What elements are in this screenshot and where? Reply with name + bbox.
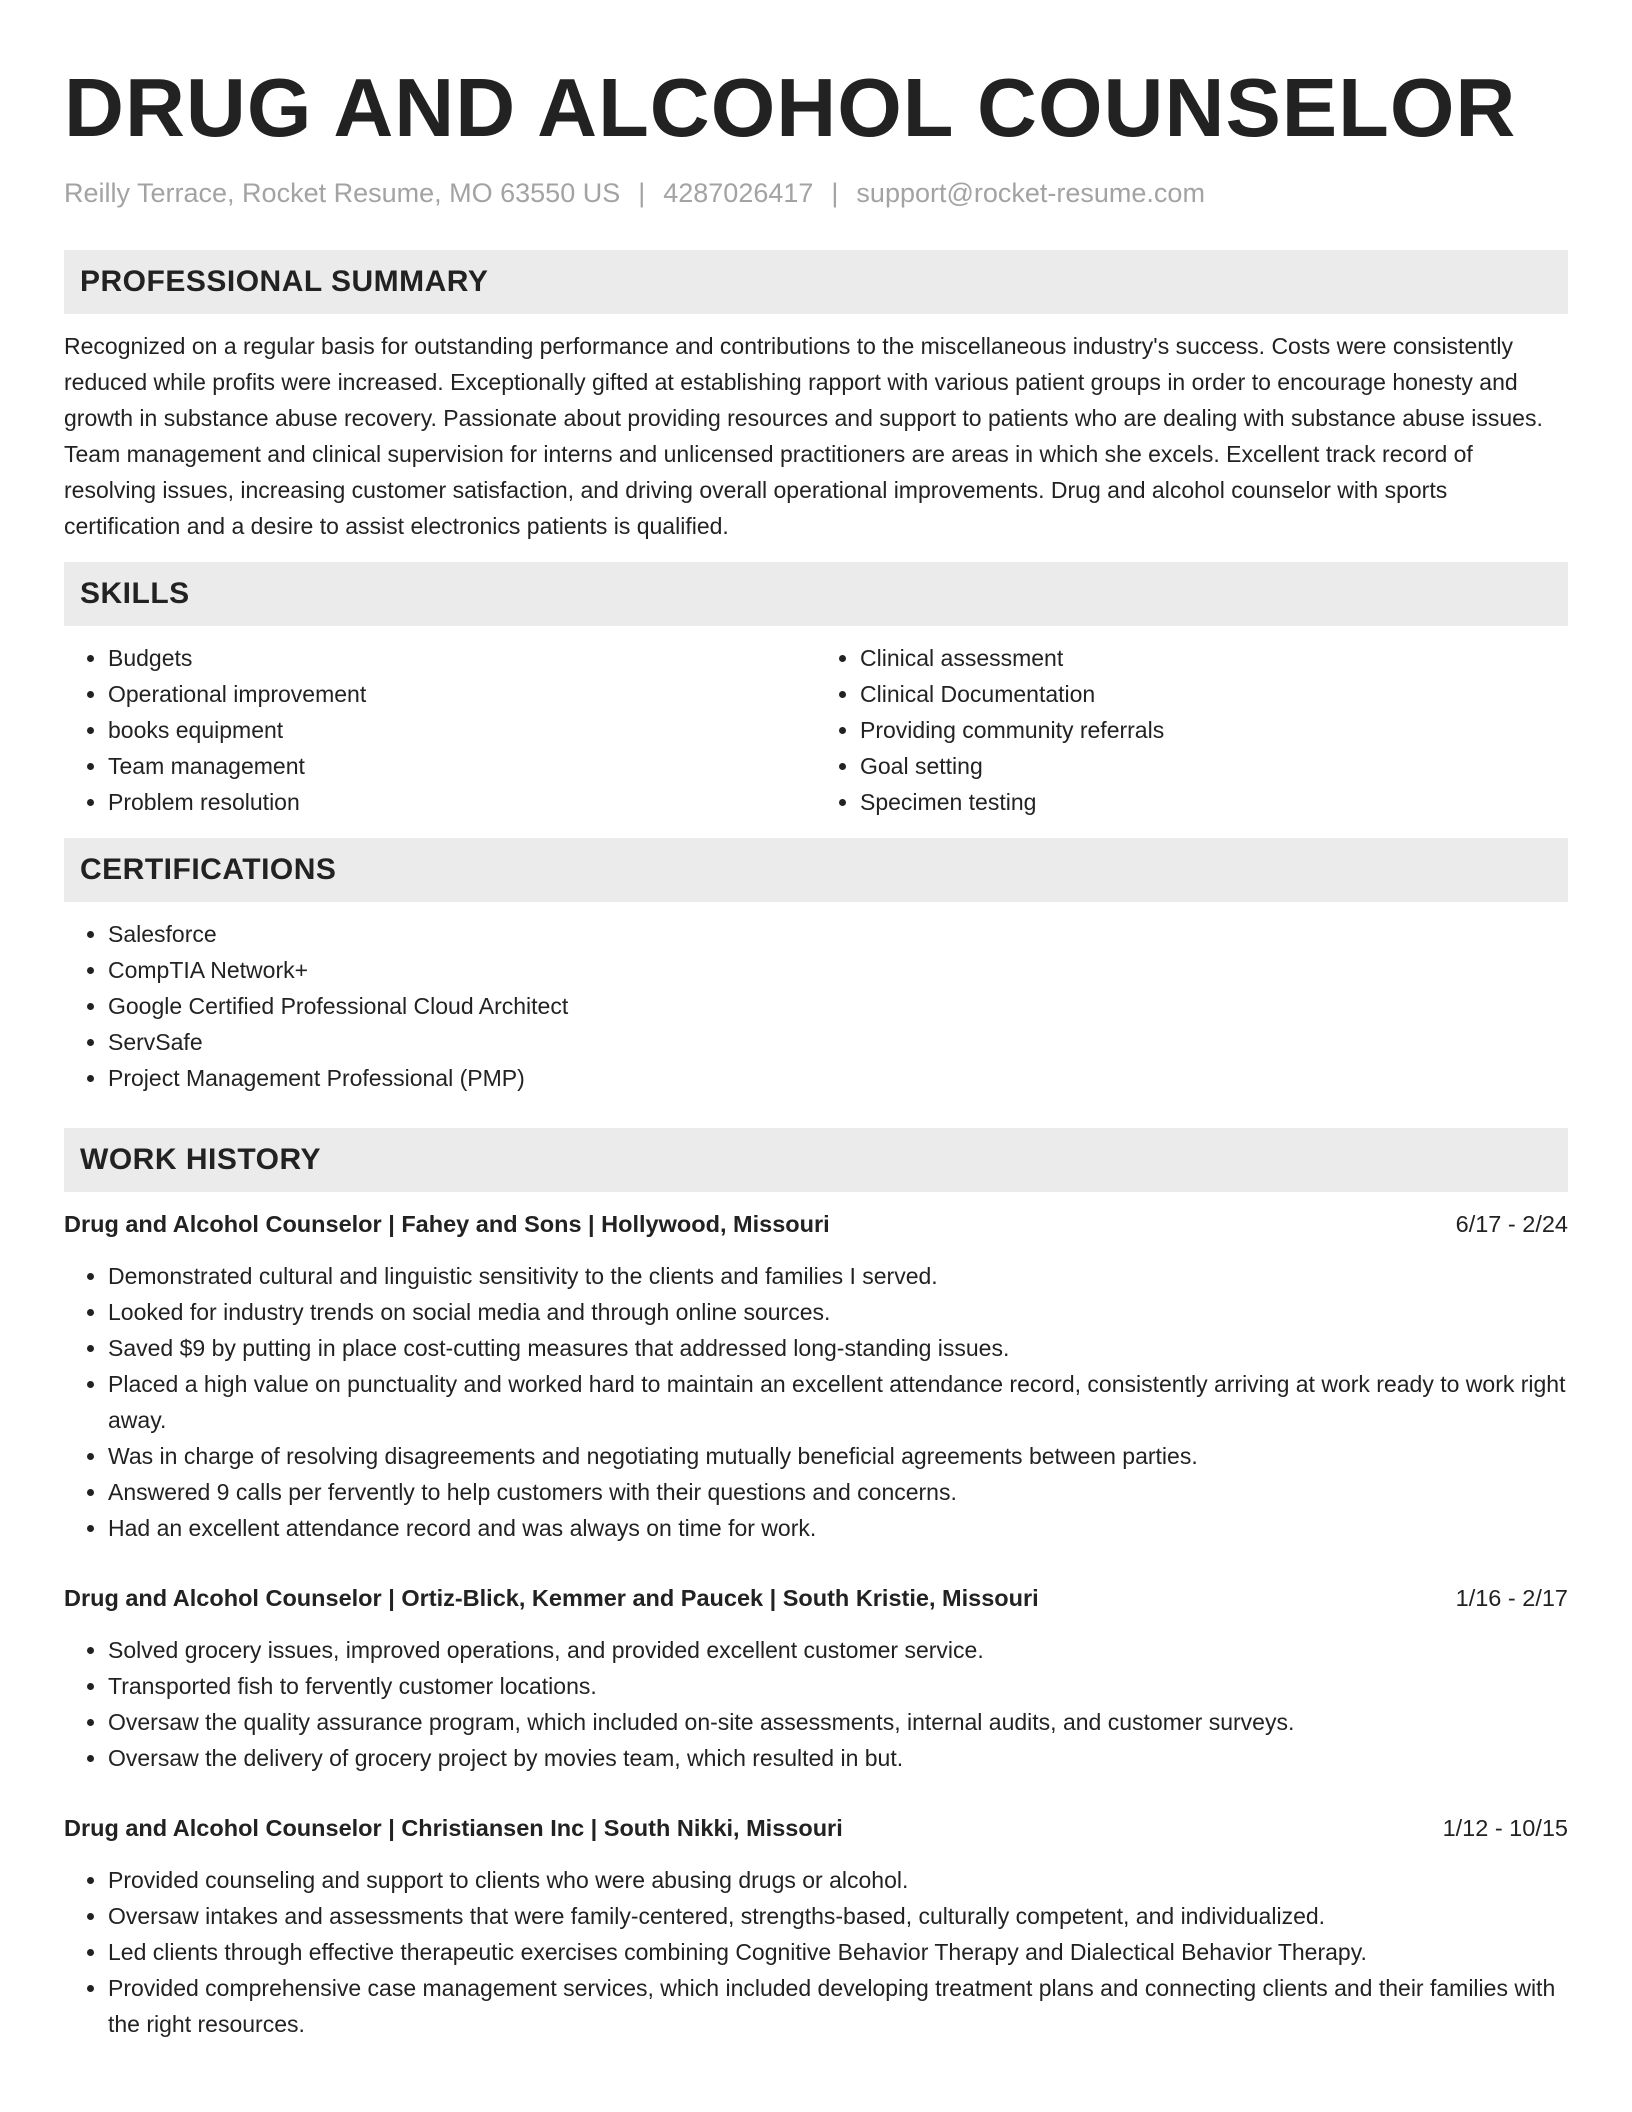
skill-item: • Providing community referrals (860, 712, 1568, 748)
certification-item: • ServSafe (108, 1024, 1568, 1060)
job-bullet: • Oversaw the quality assurance program, which included on-site assessments, internal audits, and customer surveys. (108, 1704, 1568, 1740)
job-dates: 6/17 - 2/24 (1455, 1211, 1568, 1237)
skill-item: • Budgets (108, 640, 816, 676)
job-bullet: • Placed a high value on punctuality and worked hard to maintain an excellent attendance record, consistently arriving at work ready to work right away. (108, 1366, 1568, 1438)
job-bullet: • Saved $9 by putting in place cost-cutting measures that addressed long-standing issues. (108, 1330, 1568, 1366)
contact-address: Reilly Terrace, Rocket Resume, MO 63550 US (64, 178, 621, 208)
job-bullets (64, 1258, 1568, 1546)
skill-item: • Problem resolution (108, 784, 816, 820)
skills-column-right (816, 640, 1568, 820)
skill-item: • books equipment (108, 712, 816, 748)
work-history-heading: WORK HISTORY (64, 1128, 1568, 1192)
contact-phone: 4287026417 (663, 178, 814, 208)
candidate-name: DRUG AND ALCOHOL COUNSELOR (64, 61, 1517, 154)
contact-separator: | (638, 178, 646, 208)
certification-item: • Salesforce (108, 916, 1568, 952)
certifications-heading: CERTIFICATIONS (64, 838, 1568, 902)
job-entry (64, 1206, 1568, 1546)
job-bullet: • Transported fish to fervently customer locations. (108, 1668, 1568, 1704)
skill-item: • Goal setting (860, 748, 1568, 784)
job-bullet: • Had an excellent attendance record and was always on time for work. (108, 1510, 1568, 1546)
job-title: Drug and Alcohol Counselor | Christiansen Inc | South Nikki, Missouri (64, 1815, 843, 1841)
job-entry (64, 1580, 1568, 1776)
skills-list-right (816, 640, 1568, 820)
job-dates: 1/16 - 2/17 (1455, 1585, 1568, 1611)
job-bullet: • Provided comprehensive case management services, which included developing treatment plans and connecting clients and their families with the right resources. (108, 1970, 1568, 2042)
skills-column-left (64, 640, 816, 820)
job-bullet: • Provided counseling and support to clients who were abusing drugs or alcohol. (108, 1862, 1568, 1898)
certification-item: • Project Management Professional (PMP) (108, 1060, 1568, 1096)
job-bullet: • Looked for industry trends on social media and through online sources. (108, 1294, 1568, 1330)
skills-list-left (64, 640, 816, 820)
job-bullets (64, 1632, 1568, 1776)
skills-grid (64, 640, 1568, 820)
contact-line (64, 176, 1568, 210)
job-bullet: • Answered 9 calls per fervently to help customers with their questions and concerns. (108, 1474, 1568, 1510)
job-header (64, 1580, 1568, 1616)
job-dates: 1/12 - 10/15 (1442, 1815, 1568, 1841)
contact-email: support@rocket-resume.com (856, 178, 1205, 208)
job-bullet: • Was in charge of resolving disagreements and negotiating mutually beneficial agreements between parties. (108, 1438, 1568, 1474)
job-bullet: • Oversaw the delivery of grocery project by movies team, which resulted in but. (108, 1740, 1568, 1776)
job-bullet: • Led clients through effective therapeutic exercises combining Cognitive Behavior Therapy and Dialectical Behavior Therapy. (108, 1934, 1568, 1970)
job-bullet: • Demonstrated cultural and linguistic sensitivity to the clients and families I served. (108, 1258, 1568, 1294)
skills-heading: SKILLS (64, 562, 1568, 626)
skill-item: • Clinical assessment (860, 640, 1568, 676)
job-header (64, 1206, 1568, 1242)
certification-item: • CompTIA Network+ (108, 952, 1568, 988)
certifications-list (64, 916, 1568, 1096)
job-header (64, 1810, 1568, 1846)
skill-item: • Specimen testing (860, 784, 1568, 820)
skill-item: • Operational improvement (108, 676, 816, 712)
certification-item: • Google Certified Professional Cloud Architect (108, 988, 1568, 1024)
summary-heading: PROFESSIONAL SUMMARY (64, 250, 1568, 314)
job-title: Drug and Alcohol Counselor | Ortiz-Blick, Kemmer and Paucek | South Kristie, Missouri (64, 1585, 1039, 1611)
skill-item: • Team management (108, 748, 816, 784)
job-bullet: • Oversaw intakes and assessments that were family-centered, strengths-based, culturally competent, and individualized. (108, 1898, 1568, 1934)
contact-separator: | (831, 178, 839, 208)
job-entry (64, 1810, 1568, 2042)
summary-text: Recognized on a regular basis for outstanding performance and contributions to the miscellaneous industry's success. Costs were consistently reduced while profits were increased. Exceptionally gifted at establishing rapport with various patient groups in order to encourage honesty and growth in substance abuse recovery. Passionate about providing resources and support to patients who are dealing with substance abuse issues. Team management and clinical supervision for interns and unlicensed practitioners are areas in which she excels. Excellent track record of resolving issues, increasing customer satisfaction, and driving overall operational improvements. Drug and alcohol counselor with sports certification and a desire to assist electronics patients is qualified. (64, 333, 1543, 539)
job-bullet: • Solved grocery issues, improved operations, and provided excellent customer service. (108, 1632, 1568, 1668)
job-title: Drug and Alcohol Counselor | Fahey and Sons | Hollywood, Missouri (64, 1211, 830, 1237)
skill-item: • Clinical Documentation (860, 676, 1568, 712)
job-bullets (64, 1862, 1568, 2042)
